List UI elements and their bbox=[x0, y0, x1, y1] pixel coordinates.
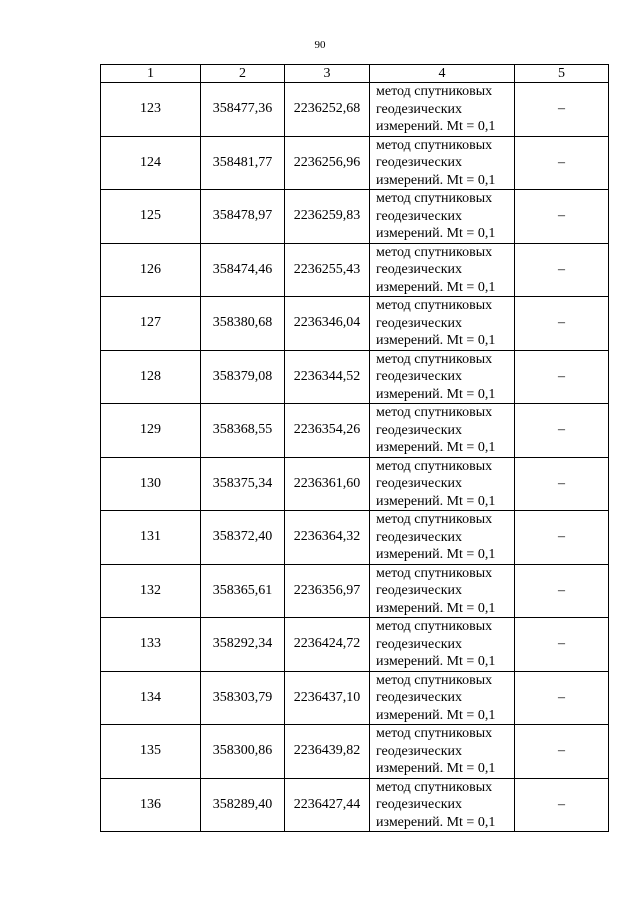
point-number-cell: 127 bbox=[101, 297, 201, 351]
point-number-cell: 134 bbox=[101, 671, 201, 725]
coordinate-x-cell: 358292,34 bbox=[201, 618, 285, 672]
method-line: метод спутниковых bbox=[376, 137, 493, 153]
method-line: метод спутниковых bbox=[376, 84, 493, 99]
table-header-row bbox=[101, 65, 609, 83]
method-line: измерений. Mt = 0,1 bbox=[376, 707, 496, 723]
method-cell bbox=[370, 350, 515, 404]
method-line: измерений. Mt = 0,1 bbox=[376, 654, 496, 669]
point-number-cell: 128 bbox=[101, 350, 201, 404]
method-line: геодезических bbox=[376, 155, 463, 170]
method-cell bbox=[370, 404, 515, 458]
note-cell: – bbox=[515, 350, 609, 404]
method-line: метод спутниковых bbox=[376, 619, 493, 634]
column-header-4: 4 bbox=[370, 65, 515, 83]
method-line: метод спутниковых bbox=[376, 565, 493, 581]
method-cell bbox=[370, 778, 515, 832]
note-cell: – bbox=[515, 778, 609, 832]
point-number-cell: 133 bbox=[101, 618, 201, 672]
coordinate-y-cell: 2236346,04 bbox=[285, 297, 370, 351]
coordinate-x-cell: 358474,46 bbox=[201, 243, 285, 297]
method-line: геодезических bbox=[376, 422, 463, 438]
table-row bbox=[101, 564, 609, 618]
coordinate-y-cell: 2236256,96 bbox=[285, 136, 370, 190]
note-cell: – bbox=[515, 297, 609, 351]
table-row bbox=[101, 511, 609, 565]
table-row bbox=[101, 725, 609, 779]
method-line: метод спутниковых bbox=[376, 244, 493, 260]
method-line: геодезических bbox=[376, 636, 463, 652]
note-cell: – bbox=[515, 511, 609, 565]
coordinate-x-cell: 358289,40 bbox=[201, 778, 285, 832]
method-line: измерений. Mt = 0,1 bbox=[376, 172, 496, 188]
point-number-cell: 124 bbox=[101, 136, 201, 190]
method-cell bbox=[370, 671, 515, 725]
method-line: измерений. Mt = 0,1 bbox=[376, 333, 496, 348]
note-cell: – bbox=[515, 136, 609, 190]
coordinate-y-cell: 2236424,72 bbox=[285, 618, 370, 672]
table-row bbox=[101, 297, 609, 351]
note-cell: – bbox=[515, 725, 609, 779]
method-line: метод спутниковых bbox=[376, 672, 493, 688]
note-cell: – bbox=[515, 190, 609, 244]
coordinate-y-cell: 2236439,82 bbox=[285, 725, 370, 779]
method-line: измерений. Mt = 0,1 bbox=[376, 547, 496, 562]
method-line: метод спутниковых bbox=[376, 512, 493, 527]
coordinate-x-cell: 358368,55 bbox=[201, 404, 285, 458]
coordinate-x-cell: 358365,61 bbox=[201, 564, 285, 618]
method-line: геодезических bbox=[376, 529, 463, 545]
point-number-cell: 126 bbox=[101, 243, 201, 297]
method-line: геодезических bbox=[376, 369, 463, 384]
table-row bbox=[101, 457, 609, 511]
page-number: 90 bbox=[314, 39, 326, 51]
table-body bbox=[101, 83, 609, 832]
method-line: измерений. Mt = 0,1 bbox=[376, 386, 496, 402]
coordinate-y-cell: 2236259,83 bbox=[285, 190, 370, 244]
method-line: измерений. Mt = 0,1 bbox=[376, 279, 496, 295]
table-row bbox=[101, 83, 609, 137]
coordinate-x-cell: 358372,40 bbox=[201, 511, 285, 565]
method-cell bbox=[370, 83, 515, 137]
column-header-1: 1 bbox=[101, 65, 201, 83]
coordinate-x-cell: 358481,77 bbox=[201, 136, 285, 190]
coordinate-x-cell: 358478,97 bbox=[201, 190, 285, 244]
table-row bbox=[101, 618, 609, 672]
method-line: геодезических bbox=[376, 743, 463, 759]
method-line: метод спутниковых bbox=[376, 458, 493, 474]
table-row bbox=[101, 190, 609, 244]
method-cell bbox=[370, 618, 515, 672]
method-cell bbox=[370, 564, 515, 618]
coordinate-y-cell: 2236356,97 bbox=[285, 564, 370, 618]
method-cell bbox=[370, 511, 515, 565]
method-line: измерений. Mt = 0,1 bbox=[376, 440, 496, 455]
method-cell bbox=[370, 457, 515, 511]
note-cell: – bbox=[515, 671, 609, 725]
method-line: метод спутниковых bbox=[376, 351, 493, 367]
note-cell: – bbox=[515, 83, 609, 137]
table-row bbox=[101, 778, 609, 832]
table-row bbox=[101, 671, 609, 725]
method-line: измерений. Mt = 0,1 bbox=[376, 119, 496, 134]
coordinate-y-cell: 2236364,32 bbox=[285, 511, 370, 565]
method-line: геодезических bbox=[376, 262, 463, 277]
method-cell bbox=[370, 243, 515, 297]
point-number-cell: 136 bbox=[101, 778, 201, 832]
point-number-cell: 135 bbox=[101, 725, 201, 779]
method-cell bbox=[370, 136, 515, 190]
method-line: геодезических bbox=[376, 208, 463, 224]
coordinate-x-cell: 358300,86 bbox=[201, 725, 285, 779]
point-number-cell: 130 bbox=[101, 457, 201, 511]
method-line: геодезических bbox=[376, 583, 463, 598]
point-number-cell: 125 bbox=[101, 190, 201, 244]
coordinate-y-cell: 2236344,52 bbox=[285, 350, 370, 404]
method-line: измерений. Mt = 0,1 bbox=[376, 600, 496, 616]
point-number-cell: 131 bbox=[101, 511, 201, 565]
point-number-cell: 132 bbox=[101, 564, 201, 618]
column-header-3: 3 bbox=[285, 65, 370, 83]
method-line: геодезических bbox=[376, 797, 463, 812]
method-line: измерений. Mt = 0,1 bbox=[376, 226, 496, 241]
point-number-cell: 129 bbox=[101, 404, 201, 458]
method-cell bbox=[370, 190, 515, 244]
note-cell: – bbox=[515, 243, 609, 297]
coordinate-y-cell: 2236361,60 bbox=[285, 457, 370, 511]
note-cell: – bbox=[515, 404, 609, 458]
coordinate-y-cell: 2236427,44 bbox=[285, 778, 370, 832]
method-line: геодезических bbox=[376, 101, 463, 117]
coordinate-y-cell: 2236252,68 bbox=[285, 83, 370, 137]
method-line: метод спутниковых bbox=[376, 191, 493, 206]
table-row bbox=[101, 350, 609, 404]
note-cell: – bbox=[515, 457, 609, 511]
column-header-2: 2 bbox=[201, 65, 285, 83]
method-cell bbox=[370, 725, 515, 779]
coordinate-y-cell: 2236354,26 bbox=[285, 404, 370, 458]
method-line: метод спутниковых bbox=[376, 726, 493, 741]
method-line: метод спутниковых bbox=[376, 779, 493, 795]
method-line: геодезических bbox=[376, 690, 463, 705]
method-line: метод спутниковых bbox=[376, 298, 493, 313]
table-row bbox=[101, 404, 609, 458]
method-cell bbox=[370, 297, 515, 351]
coordinate-x-cell: 358380,68 bbox=[201, 297, 285, 351]
coordinate-y-cell: 2236437,10 bbox=[285, 671, 370, 725]
coordinate-x-cell: 358477,36 bbox=[201, 83, 285, 137]
note-cell: – bbox=[515, 564, 609, 618]
column-header-5: 5 bbox=[515, 65, 609, 83]
coordinate-y-cell: 2236255,43 bbox=[285, 243, 370, 297]
coordinate-x-cell: 358303,79 bbox=[201, 671, 285, 725]
table-row bbox=[101, 136, 609, 190]
table-row bbox=[101, 243, 609, 297]
point-number-cell: 123 bbox=[101, 83, 201, 137]
method-line: метод спутниковых bbox=[376, 405, 493, 420]
method-line: измерений. Mt = 0,1 bbox=[376, 761, 496, 776]
method-line: геодезических bbox=[376, 315, 463, 331]
note-cell: – bbox=[515, 618, 609, 672]
coordinates-table bbox=[100, 64, 609, 832]
coordinate-x-cell: 358375,34 bbox=[201, 457, 285, 511]
coordinate-x-cell: 358379,08 bbox=[201, 350, 285, 404]
method-line: измерений. Mt = 0,1 bbox=[376, 493, 496, 509]
method-line: геодезических bbox=[376, 476, 463, 491]
method-line: измерений. Mt = 0,1 bbox=[376, 814, 496, 830]
